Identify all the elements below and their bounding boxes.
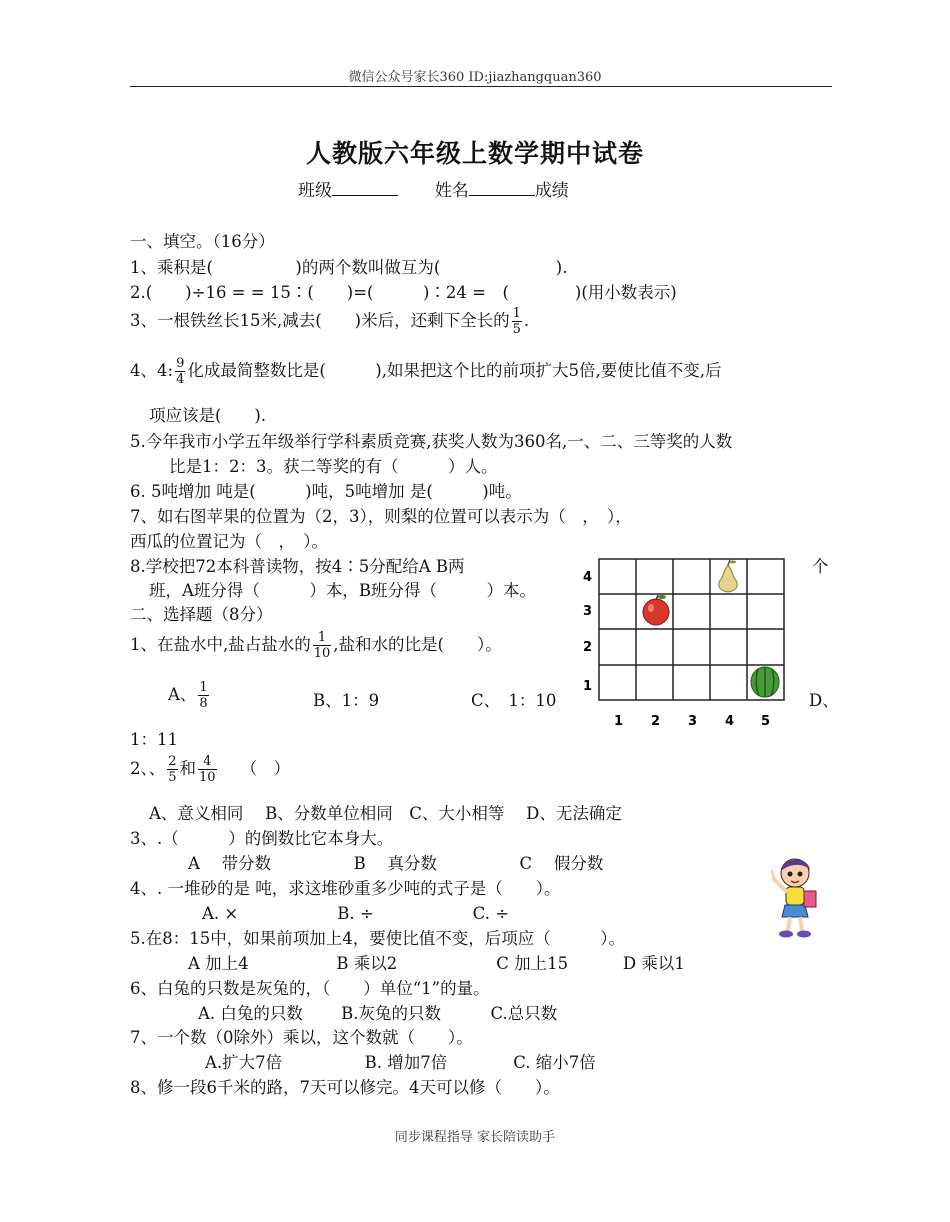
s2-q8: 8、修一段6千米的路，7天可以修完。4天可以修（ ）。 [130, 1078, 560, 1097]
s1-q7-cont: 西瓜的位置记为（ ， ）。 [130, 532, 328, 551]
s2-q1-option-d-label: D、 [809, 691, 839, 710]
s2-q5: 5.在8：15中，如果前项加上4，要使比值不变，后项应（ ）。 [130, 929, 625, 948]
s1-q8: 8.学校把72本科普读物，按4∶5分配给A B两 [130, 557, 465, 576]
y-label-4: 4 [583, 570, 593, 585]
pear-icon [719, 560, 737, 592]
class-blank [332, 181, 398, 196]
y-label-2: 2 [583, 640, 593, 655]
s1-q2: 2.( )÷16 = = 15∶( )=( )∶24 = ( )(用小数表示) [130, 283, 677, 302]
s1-q4-fraction: $\frac{9}{4}$ [176, 356, 185, 387]
s2-q3-options: A 带分数 B 真分数 C 假分数 [188, 854, 604, 873]
s1-q7: 7、如右图苹果的位置为（2，3），则梨的位置可以表示为（ ， ）， [130, 507, 632, 526]
s1-q8-cont: 班，A班分得（ ）本，B班分得（ ）本。 [149, 581, 537, 600]
fruit-grid-figure [583, 559, 791, 737]
score-label: 成绩 [534, 181, 569, 201]
name-label: 姓名 [434, 181, 469, 201]
s2-q1-option-d-value: 1：11 [130, 730, 178, 749]
s1-q8-tail: 个 [812, 557, 829, 576]
s2-q7-options: A.扩大7倍 B. 增加7倍 C. 缩小7倍 [205, 1053, 596, 1072]
s2-q5-options: A 加上4 B 乘以2 C 加上15 D 乘以1 [188, 954, 685, 973]
cartoon-student-icon [768, 855, 820, 941]
header-rule [130, 86, 832, 87]
s2-q1: 1、在盐水中,盐占盐水的 $\frac{1}{10}$ ,盐和水的比是( ）。 [130, 630, 502, 661]
page-header: 微信公众号家长360 ID:jiazhangquan360 [348, 70, 602, 85]
page-title: 人教版六年级上数学期中试卷 [305, 139, 644, 168]
y-label-3: 3 [583, 604, 593, 619]
x-label-3: 3 [688, 714, 698, 729]
s2-q4-options: A. × B. ÷ C. ÷ [202, 904, 510, 923]
s1-q3-fraction: $\frac{1}{5}$ [512, 306, 521, 337]
page-footer: 同步课程指导 家长陪读助手 [394, 1130, 556, 1145]
s2-q2-fraction-1: $\frac{2}{5}$ [168, 754, 177, 785]
s2-q4: 4、. 一堆砂的是 吨，求这堆砂重多少吨的式子是（ ）。 [130, 879, 561, 898]
s1-q3-text: 3、一根铁丝长15米,减去( )米后，还剩下全长的 [130, 311, 510, 330]
section1-heading: 一、填空。（16分） [130, 232, 275, 251]
s2-q1-option-a-fraction: $\frac{1}{8}$ [199, 680, 208, 711]
watermelon-icon [751, 667, 779, 697]
s2-q1-fraction: $\frac{1}{10}$ [313, 630, 331, 661]
apple-icon [643, 595, 669, 625]
x-label-5: 5 [761, 714, 771, 729]
s1-q5: 5.今年我市小学五年级举行学科素质竞赛,获奖人数为360名,一、二、三等奖的人数 [130, 432, 733, 451]
y-label-1: 1 [583, 679, 593, 694]
s1-q1: 1、乘积是( )的两个数叫做互为( ). [130, 258, 568, 277]
x-label-4: 4 [725, 714, 735, 729]
s1-q3: 3、一根铁丝长15米,减去( )米后，还剩下全长的 $\frac{1}{5}$ . [130, 306, 530, 337]
s2-q1-option-c: C、 1：10 [471, 691, 557, 710]
s2-q6: 6、白兔的只数是灰兔的，（ ）单位“1”的量。 [130, 979, 490, 998]
s2-q6-options: A. 白兔的只数 B.灰兔的只数 C.总只数 [198, 1004, 558, 1023]
x-label-1: 1 [614, 714, 624, 729]
s1-q4: 4、4: $\frac{9}{4}$ 化成最简整数比是( ),如果把这个比的前项扩大5倍,要使比值不变,后 [130, 356, 722, 387]
s2-q7: 7、一个数（0除外）乘以，这个数就（ ）。 [130, 1028, 473, 1047]
s1-q6: 6. 5吨增加 吨是( )吨，5吨增加 是( )吨。 [130, 482, 522, 501]
s1-q4-cont: 项应该是( ). [149, 406, 267, 425]
s2-q2-options: A、意义相同 B、分数单位相同 C、大小相等 D、无法确定 [149, 804, 622, 823]
s2-q3: 3、.（ ）的倒数比它本身大。 [130, 829, 394, 848]
section2-heading: 二、选择题（8分） [130, 605, 273, 624]
s2-q1-option-b: B、1：9 [313, 691, 380, 710]
name-blank [469, 181, 535, 196]
class-label: 班级 [298, 181, 332, 201]
s1-q5-cont: 比是1：2：3。获二等奖的有（ ）人。 [169, 457, 498, 476]
x-label-2: 2 [651, 714, 661, 729]
student-info [298, 176, 569, 201]
s2-q2-fraction-2: $\frac{4}{10}$ [199, 754, 216, 785]
s2-q2: 2、、 $\frac{2}{5}$ 和 $\frac{4}{10}$ （ ） [130, 754, 291, 785]
s2-q1-option-a: A、 $\frac{1}{8}$ [168, 680, 208, 711]
